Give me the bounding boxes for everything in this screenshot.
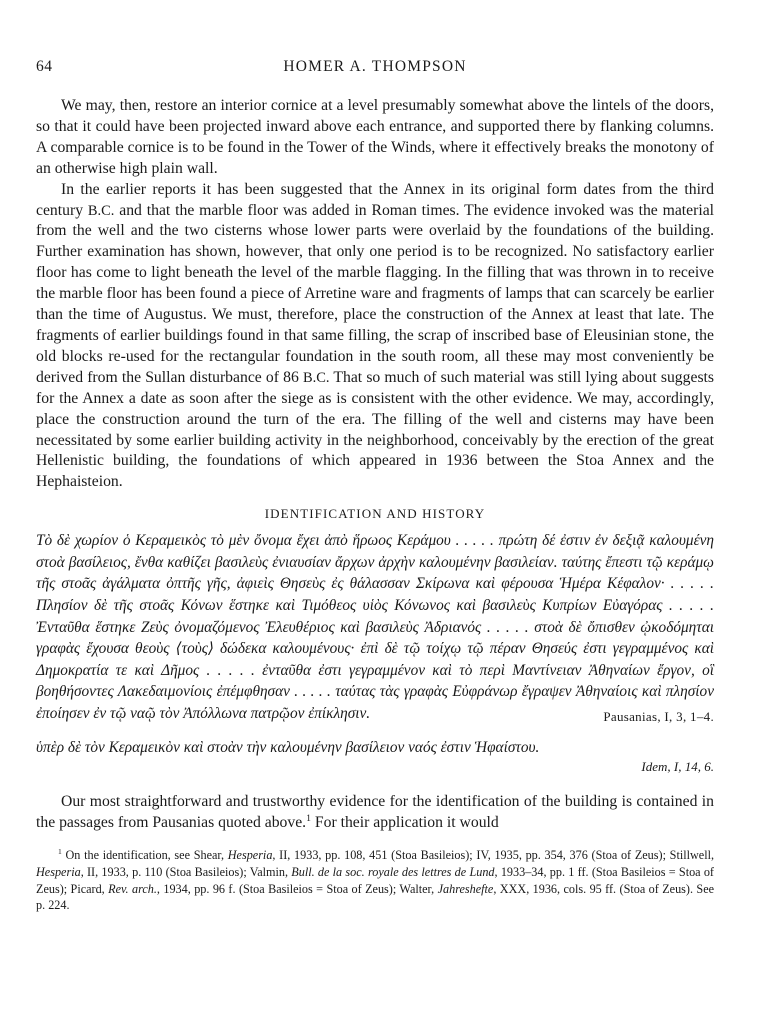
paragraph-1: We may, then, restore an interior cornice at a level presumably somewhat above the lintels of the doors, so that it could have been projected inward above each entrance, and supported there by flanking columns. A comparable cornice is to be found in the Tower of the Winds, where it effectively breaks the monotony of an otherwise high plain wall. <box>36 97 714 177</box>
footnote-marker: 1 <box>58 846 62 856</box>
greek-quote-text: ὑπὲρ δὲ τὸν Κεραμεικὸν καὶ στοὰν τὴν καλουμένην βασίλειον ναός ἐστιν Ἡφαίστου. <box>36 738 540 756</box>
era-abbreviation: B.C. <box>87 202 115 219</box>
footnote-reference[interactable]: 1 <box>306 812 311 824</box>
page-number: 64 <box>36 58 53 75</box>
quote-citation: Idem, I, 14, 6. <box>641 759 714 775</box>
running-head <box>36 58 714 82</box>
body-text-2 <box>36 792 714 834</box>
quote-citation: Pausanias, I, 3, 1–4. <box>603 708 714 724</box>
footnote-text: , 1934, pp. 96 f. (Stoa Basileios = Stoa of Zeus); Walter, <box>156 881 435 896</box>
page <box>36 58 714 914</box>
paragraph-3 <box>36 792 714 834</box>
body-text <box>36 96 714 493</box>
footnote-text: On the identification, see Shear, <box>65 847 225 862</box>
running-title: HOMER A. THOMPSON <box>283 58 467 75</box>
footnote-text: , II, 1933, pp. 108, 451 (Stoa Basileios); IV, 1935, pp. 354, 376 (Stoa of Zeus); Stillwell, <box>272 847 715 862</box>
journal-title: Jahreshefte <box>437 881 494 896</box>
footnote-1 <box>36 847 714 914</box>
footnote-text: , II, 1933, p. 110 (Stoa Basileios); Valmin, <box>80 864 289 879</box>
paragraph-2-part-b: and that the marble floor was added in Roman times. The evidence invoked was the material from the well and the two cisterns whose lower parts were overlaid by the foundations of the building. Further examination has shown, however, that only one period is to be recognized. No satisfactory earlier floor has come to light beneath the level of the marble flagging. In the filling that was thrown in to receive the marble floor has been found a piece of Arretine ware and fragments of lamps that can scarcely be earlier than the time of Augustus. We must, therefore, place the construction of the Annex at least that late. The fragments of earlier buildings found in that same filling, the scrap of inscribed base of Eleusinian stone, the old blocks re-used for the rectangular foundation in the south room, all these may most conveniently be derived from the Sullan disturbance of 86 <box>36 201 715 386</box>
paragraph-2-part-c: That so much of such material was still lying about suggests for the Annex a date as soon after the siege as is consistent with the other evidence. We may, accordingly, place the construction around the turn of the era. The filling of the well and cisterns may have been necessitated by some earlier building activity in the neighborhood, conceivably by the erection of the great Hellenistic building, the foundations of which appeared in 1936 between the Stoa Annex and the Hephaisteion. <box>36 368 715 491</box>
journal-title: Bull. de la soc. royale des lettres de Lund <box>291 864 495 879</box>
era-abbreviation: B.C. <box>303 369 330 386</box>
footnote-text: , 1933–34, pp. 1 ff. (Stoa Basileios = Stoa of Zeus); Picard, <box>36 864 714 896</box>
paragraph-2-part-a: In the earlier reports it has been suggested that the Annex in its original form dates from the third century <box>36 180 714 219</box>
journal-title: Hesperia <box>227 847 273 862</box>
greek-quote-text: Τὸ δὲ χωρίον ὁ Κεραμεικὸς τὸ μὲν ὄνομα ἔχει ἀπὸ ἥρωος Κεράμου . . . . . πρώτη δέ ἐστιν ἐν δεξιᾷ καλουμένη στοὰ βασίλειος, ἔνθα καθίζει βασιλεὺς ἐνιαυσίαν ἄρχων ἀρχὴν καλουμένην βασιλείαν. ταύτης ἔπεστι τῷ κεράμῳ τῆς στοᾶς ἀγάλματα ὀπτῆς γῆς, ἀφιεὶς Θησεὺς ἐς θάλασσαν Σκίρωνα καὶ φέρουσα Ἡμέρα Κέφαλον· . . . . . Πλησίον δὲ τῆς στοᾶς Κόνων ἕστηκε καὶ Τιμόθεος υἱὸς Κόνωνος καὶ βασιλεὺς Κυπρίων Εὐαγόρας . . . . . Ἐνταῦθα ἕστηκε Ζεὺς ὀνομαζόμενος Ἐλευθέριος καὶ βασιλεὺς Ἀδριανός . . . . . στοὰ δὲ ὄπισθεν ᾠκοδόμηται γραφὰς ἔχουσα θεοὺς ⟨τοὺς⟩ δώδεκα καλουμένους· ἐπὶ δὲ τῷ τοίχῳ τῷ πέραν Θησεύς ἐστι γεγραμμένος καὶ Δημοκρατία τε καὶ Δῆμος . . . . . ἐνταῦθα ἐστι γεγραμμένον καὶ τὸ περὶ Μαντίνειαν Ἀθηναίων ἔργον, οἳ βοηθήσοντες Λακεδαιμονίοις ἐπέμφθησαν . . . . . ταύτας τὰς γραφὰς Εὐφράνωρ ἔγραψεν Ἀθηναίοις καὶ πλησίον ἐποίησεν ἐν τῷ ναῷ τὸν Ἀπόλλωνα πατρῷον ἐπίκλησιν. <box>36 532 714 722</box>
journal-title: Rev. arch. <box>108 881 157 896</box>
greek-quotation-1 <box>36 530 714 724</box>
greek-quotation-2 <box>36 737 714 759</box>
paragraph-3-continuation: For their application it would <box>314 814 499 832</box>
journal-title: Hesperia <box>36 864 81 879</box>
section-heading: IDENTIFICATION AND HISTORY <box>264 506 486 522</box>
footnote-text: , XXX, 1936, cols. 95 ff. (Stoa of Zeus). See p. 224. <box>36 881 715 913</box>
paragraph-3-text: Our most straightforward and trustworthy evidence for the identification of the building is contained in the passages from Pausanias quoted above. <box>36 793 714 832</box>
footnotes <box>36 847 714 914</box>
paragraph-2 <box>36 180 714 494</box>
